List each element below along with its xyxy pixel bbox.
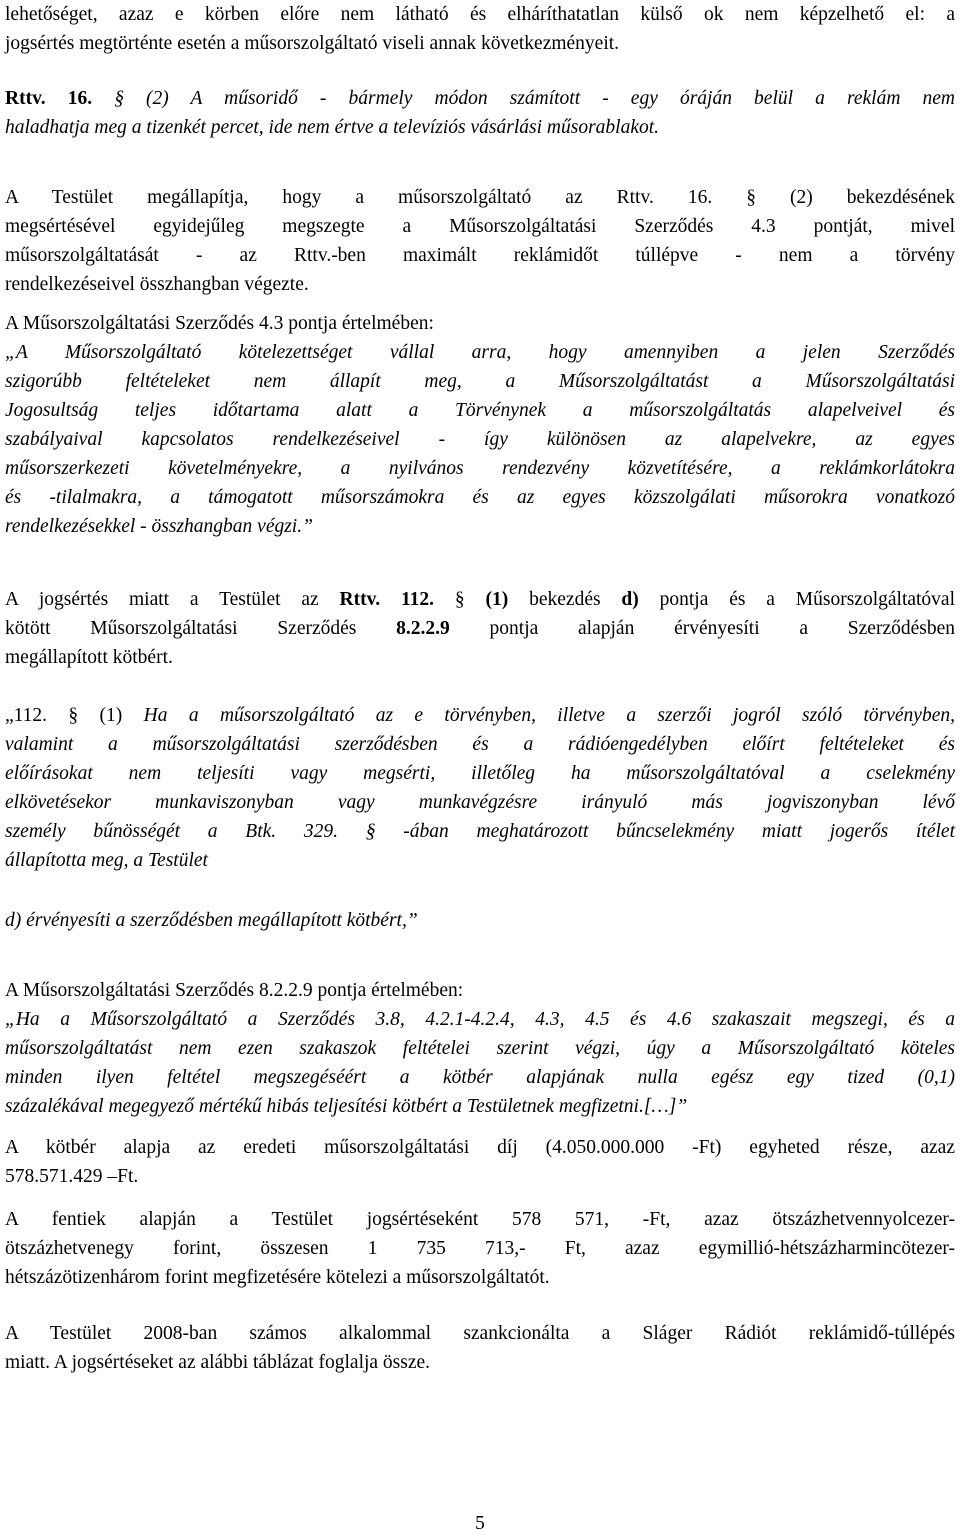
quote-line: szabályaival kapcsolatos rendelkezéseivel - így különösen az alapelvekre, az egyes: [5, 429, 955, 450]
quote-line: személy bűnösségét a Btk. 329. § -ában meghatározott bűncselekmény miatt jogerős ítélet: [5, 821, 955, 842]
paragraph-force-majeure: [5, 0, 955, 58]
quote-line: előírásokat nem teljesíti vagy megsérti, illetőleg ha műsorszolgáltatóval a cselekmény: [5, 763, 955, 784]
text-line: [5, 614, 955, 643]
law-reference: 8.2.2.9: [396, 618, 450, 639]
quote-line: „A Műsorszolgáltató kötelezettséget vállal arra, hogy amennyiben a jelen Szerződés: [5, 342, 955, 363]
quote-line: elkövetésekor munkaviszonyban vagy munkavégzésre irányuló más jogviszonyban lévő: [5, 792, 955, 813]
page-number: 5: [475, 1513, 485, 1534]
quote-line: százalékával megegyező mértékű hibás teljesítési kötbért a Testületnek megfizetni.[…]”: [5, 1096, 688, 1117]
text-line: hétszázötizenhárom forint megfizetésére kötelezi a műsorszolgáltatót.: [5, 1267, 550, 1288]
quote-line: műsorszolgáltatást nem ezen szakaszok feltételei szerint végzi, úgy a Műsorszolgáltató köteles: [5, 1038, 955, 1059]
quote-line: állapította meg, a Testület: [5, 850, 208, 871]
text-line: A Testület megállapítja, hogy a műsorszolgáltató az Rttv. 16. § (2) bekezdésének: [5, 187, 955, 208]
quoted-law-text: Ha a műsorszolgáltató az e törvényben, illetve a szerzői jogról szóló törvényben,: [143, 705, 955, 726]
text-line: rendelkezéseivel összhangban végezte.: [5, 274, 309, 295]
text-line: miatt. A jogsértéseket az alábbi táblázat foglalja össze.: [5, 1352, 431, 1373]
paragraph-penalty-basis: [5, 585, 955, 672]
law-reference: d): [621, 589, 639, 610]
text-line: [5, 84, 955, 113]
text-line: megsértésével egyidejűleg megszegte a Műsorszolgáltatási Szerződés 4.3 pontját, mivel: [5, 216, 955, 237]
paragraph-contract-8-2-2-9: [5, 976, 955, 1121]
text-line: ötszázhetvenegy forint, összesen 1 735 713,- Ft, azaz egymillió-hétszázharmincötezer-: [5, 1238, 955, 1259]
text-line: A Műsorszolgáltatási Szerződés 4.3 pontja értelmében:: [5, 313, 434, 334]
quote-line: rendelkezésekkel - összhangban végzi.”: [5, 516, 313, 537]
paragraph-penalty-amount: [5, 1205, 955, 1292]
text-line: megállapított kötbért.: [5, 647, 173, 668]
text-line: lehetőséget, azaz e körben előre nem látható és elháríthatatlan külső ok nem képzelhető el: a: [5, 4, 955, 25]
quote-line: [5, 701, 955, 730]
law-reference: (1): [485, 589, 509, 610]
quote-line: és -tilalmakra, a támogatott műsorszámokra és az egyes közszolgálati műsorokra vonatkozó: [5, 487, 955, 508]
quote-line: műsorszerkezeti követelményekre, a nyilvános rendezvény közvetítésére, a reklámkorlátokra: [5, 458, 955, 479]
text-run: bekezdés: [508, 589, 622, 610]
text-line: [5, 585, 955, 614]
quote-line: „Ha a Műsorszolgáltató a Szerződés 3.8, 4.2.1-4.2.4, 4.3, 4.5 és 4.6 szakaszait megszegi, és a: [5, 1009, 955, 1030]
paragraph-finding: [5, 183, 955, 299]
law-reference: „112. § (1): [5, 705, 144, 726]
paragraph-rttv-112-quote: [5, 701, 955, 875]
quote-line: valamint a műsorszolgáltatási szerződésben és a rádióengedélyben előírt feltételeket és: [5, 734, 955, 755]
quoted-law-text: haladhatja meg a tizenkét percet, ide nem értve a televíziós vásárlási műsorablakot.: [5, 117, 660, 138]
text-run: §: [434, 589, 486, 610]
text-line: 578.571.429 –Ft.: [5, 1166, 139, 1187]
law-reference: Rttv. 16.: [5, 88, 93, 109]
paragraph-rttv-16: [5, 84, 955, 142]
text-line: A kötbér alapja az eredeti műsorszolgáltatási díj (4.050.000.000 -Ft) egyheted része, azaz: [5, 1137, 955, 1158]
paragraph-point-d: [5, 906, 955, 935]
quote-line: d) érvényesíti a szerződésben megállapított kötbért,”: [5, 910, 418, 931]
text-line: A fentiek alapján a Testület jogsértéseként 578 571, -Ft, azaz ötszázhetvennyolcezer-: [5, 1209, 955, 1230]
text-run: pontja és a Műsorszolgáltatóval: [638, 589, 956, 610]
text-run: pontja alapján érvényesíti a Szerződésben: [449, 618, 956, 639]
text-line: A Testület 2008-ban számos alkalommal szankcionálta a Sláger Rádiót reklámidő-túllépés: [5, 1323, 955, 1344]
law-reference: Rttv. 112.: [339, 589, 435, 610]
text-line: jogsértés megtörténte esetén a műsorszolgáltató viseli annak következményeit.: [5, 33, 620, 54]
paragraph-2008-summary: [5, 1319, 955, 1377]
text-run: A jogsértés miatt a Testület az: [5, 589, 340, 610]
quote-line: Jogosultság teljes időtartama alatt a Törvénynek a műsorszolgáltatás alapelveivel és: [5, 400, 955, 421]
text-run: kötött Műsorszolgáltatási Szerződés: [5, 618, 397, 639]
text-line: A Műsorszolgáltatási Szerződés 8.2.2.9 pontja értelmében:: [5, 980, 464, 1001]
paragraph-penalty-base: [5, 1133, 955, 1191]
text-line: műsorszolgáltatását - az Rttv.-ben maximált reklámidőt túllépve - nem a törvény: [5, 245, 955, 266]
quote-line: szigorúbb feltételeket nem állapít meg, a Műsorszolgáltatást a Műsorszolgáltatási: [5, 371, 955, 392]
paragraph-contract-4-3: [5, 309, 955, 541]
quote-line: minden ilyen feltétel megszegéséért a kötbér alapjának nulla egész egy tized (0,1): [5, 1067, 955, 1088]
quoted-law-text: § (2) A műsoridő - bármely módon számított - egy óráján belül a reklám nem: [92, 88, 955, 109]
